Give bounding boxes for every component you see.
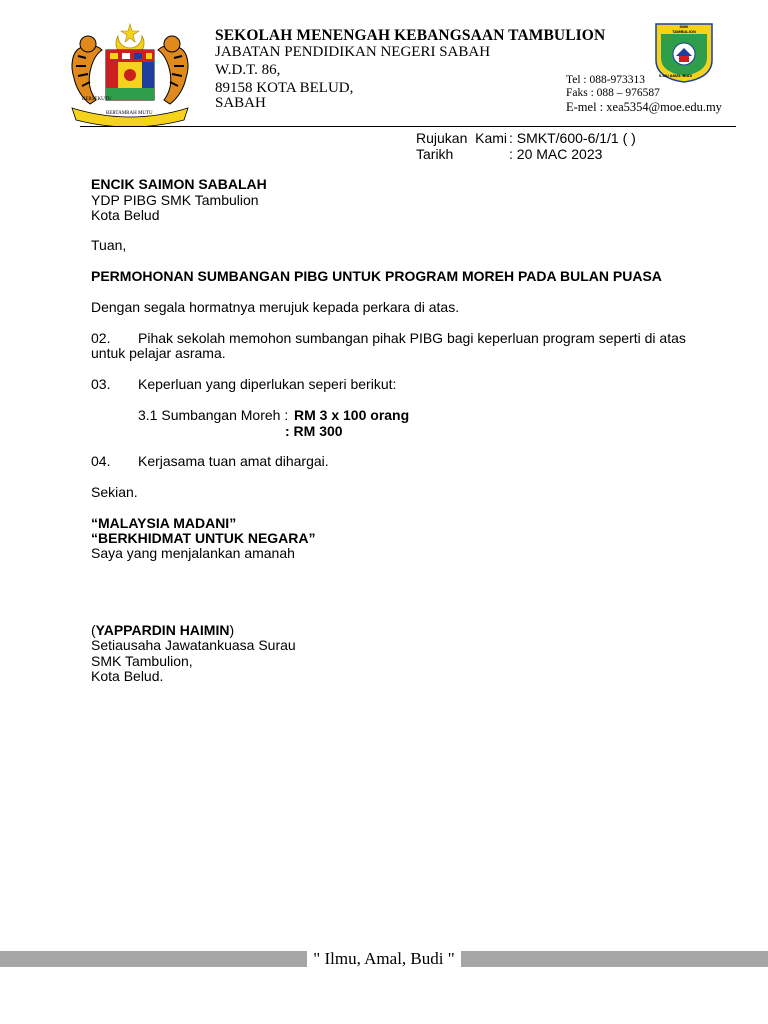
- coat-of-arms-ribbon-text: BERSEKUTU: [82, 97, 112, 102]
- contact-fax: Faks : 088 – 976587: [566, 87, 660, 99]
- salutation: Tuan,: [91, 237, 127, 253]
- slogan-malaysia-madani: “MALAYSIA MADANI”: [91, 515, 237, 531]
- signatory-org: SMK Tambulion,: [91, 653, 193, 669]
- address-line-1: W.D.T. 86,: [215, 62, 281, 78]
- letter-subject: PERMOHONAN SUMBANGAN PIBG UNTUK PROGRAM MOREH PADA BULAN PUASA: [91, 268, 662, 284]
- recipient-name: ENCIK SAIMON SABALAH: [91, 176, 267, 192]
- slogan-berkhidmat: “BERKHIDMAT UNTUK NEGARA”: [91, 530, 316, 546]
- contribution-item-label: 3.1 Sumbangan Moreh :: [138, 407, 293, 423]
- paragraph-04-text: Kerjasama tuan amat dihargai.: [138, 453, 329, 469]
- signatory-close-paren: ): [229, 622, 235, 638]
- signatory-open-paren: (: [91, 622, 96, 638]
- address-line-2: 89158 KOTA BELUD,: [215, 80, 354, 96]
- paragraph-04-number: 04.: [91, 453, 111, 469]
- reference-label: Rujukan Kami: [416, 130, 508, 146]
- paragraph-02-line-2: untuk pelajar asrama.: [91, 345, 226, 361]
- closing-text: Sekian.: [91, 484, 138, 500]
- school-logo-motto-text: ILMU AMAL BUDI: [659, 73, 693, 78]
- contact-tel: Tel : 088-973313: [566, 74, 646, 86]
- date-label: Tarikh: [416, 146, 454, 162]
- header-divider: [80, 126, 736, 127]
- opening-paragraph: Dengan segala hormatnya merujuk kepada perkara di atas.: [91, 299, 460, 315]
- coat-of-arms-motto-text: BERTAMBAH MUTU: [106, 111, 153, 116]
- paragraph-02-number: 02.: [91, 330, 111, 346]
- signatory-name-line: [91, 622, 234, 638]
- address-line-3: SABAH: [215, 95, 266, 111]
- school-logo-top-text: SMK TAMBULION: [672, 24, 696, 34]
- contribution-item-calc: RM 3 x 100 orang: [294, 407, 410, 423]
- signatory-title: Setiausaha Jawatankuasa Surau: [91, 637, 296, 653]
- recipient-line-2: Kota Belud: [91, 207, 160, 223]
- signatory-name: YAPPARDIN HAIMIN: [95, 622, 230, 638]
- reference-value: : SMKT/600-6/1/1 ( ): [509, 130, 636, 146]
- signatory-place: Kota Belud.: [91, 668, 164, 684]
- trust-line: Saya yang menjalankan amanah: [91, 545, 295, 561]
- recipient-line-1: YDP PIBG SMK Tambulion: [91, 192, 259, 208]
- school-name: SEKOLAH MENENGAH KEBANGSAAN TAMBULION: [215, 27, 606, 44]
- paragraph-02-line-1: Pihak sekolah memohon sumbangan pihak PIBG bagi keperluan program seperti di atas: [138, 330, 686, 346]
- contribution-item-total: : RM 300: [285, 423, 343, 439]
- paragraph-03-number: 03.: [91, 376, 111, 392]
- department-name: JABATAN PENDIDIKAN NEGERI SABAH: [215, 44, 491, 60]
- footer-motto-container: [0, 949, 768, 969]
- date-value: : 20 MAC 2023: [509, 146, 603, 162]
- paragraph-03-text: Keperluan yang diperlukan seperi berikut:: [138, 376, 397, 392]
- footer-motto: " Ilmu, Amal, Budi ": [307, 949, 460, 968]
- contact-email: E-mel : xea5354@moe.edu.my: [566, 100, 722, 114]
